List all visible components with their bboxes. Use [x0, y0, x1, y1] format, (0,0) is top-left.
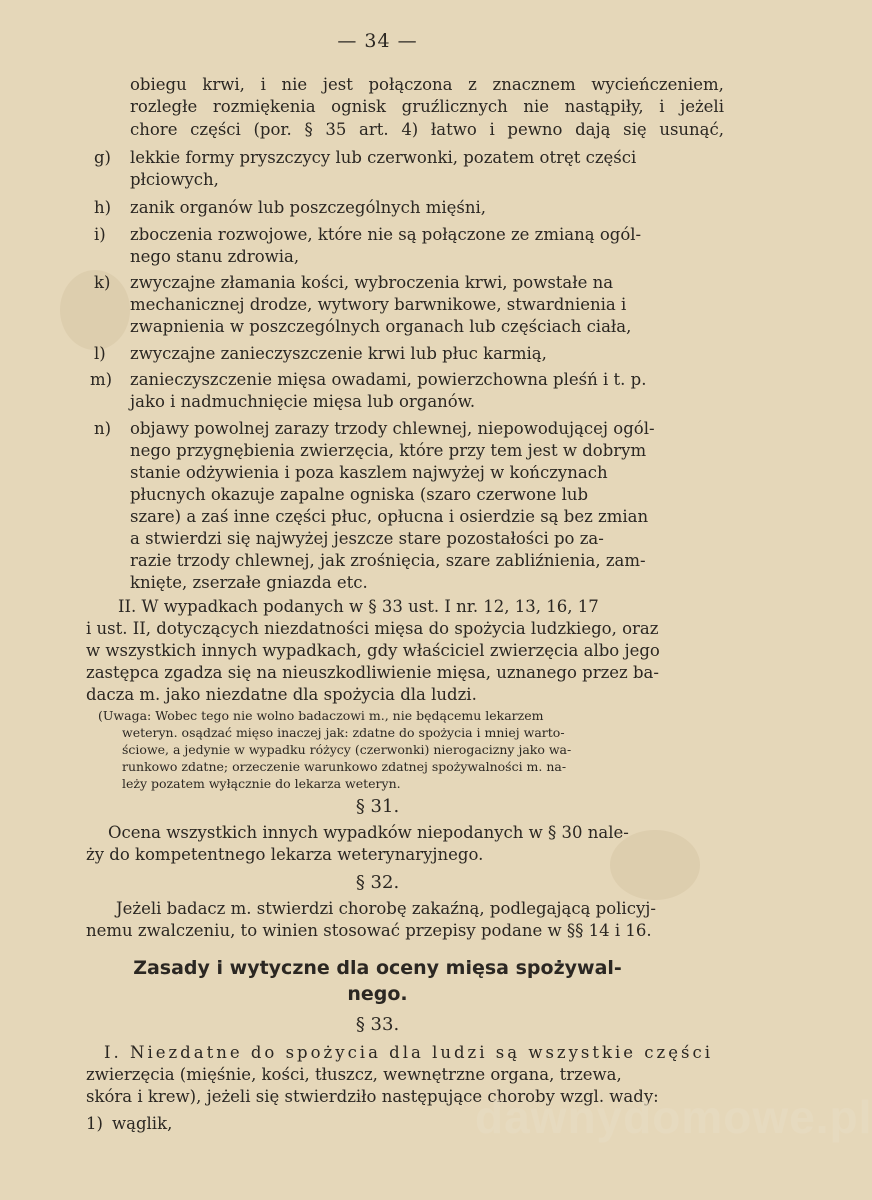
item-line: wąglik, [112, 1114, 173, 1133]
section-number: § 32. [355, 872, 400, 893]
section-number: § 31. [355, 796, 400, 817]
paragraph-text: II. W wypadkach podanych w § 33 ust. I nr. 12, 13, 16, 17 [118, 597, 599, 616]
item-label: 1) [86, 1114, 103, 1133]
item-line: razie trzody chlewnej, jak zrośnięcia, szare zabliźnienia, zam- [130, 551, 646, 570]
item-line: szare) a zaś inne części płuc, opłucna i osierdzie są bez zmian [130, 507, 649, 526]
paragraph-text: i ust. II, dotyczących niezdatności mięsa do spożycia ludzkiego, oraz [86, 619, 659, 638]
section-number: § 33. [355, 1014, 400, 1035]
paragraph-text: zastępca zgadza się na nieuszkodliwienie mięsa, uznanego przez ba- [86, 663, 659, 682]
paragraph-text: nemu zwalczeniu, to winien stosować przepisy podane w §§ 14 i 16. [86, 921, 652, 940]
item-label: h) [94, 198, 112, 217]
item-line: rozległe rozmiękenia ognisk gruźlicznych nie nastąpiły, i jeżeli [130, 97, 724, 116]
item-line: nego stanu zdrowia, [130, 247, 300, 266]
item-line: objawy powolnej zarazy trzody chlewnej, niepowodującej ogól- [130, 419, 655, 438]
paragraph-text: dacza m. jako niezdatne dla spożycia dla ludzi. [86, 685, 477, 704]
item-label: k) [94, 273, 111, 292]
watermark: dawnydomowe.pl [475, 1091, 872, 1143]
paragraph-text: ży do kompetentnego lekarza weterynaryjnego. [86, 845, 484, 864]
note-text: leży pozatem wyłącznie do lekarza weteryn. [122, 776, 401, 791]
item-line: stanie odżywienia i poza kaszlem najwyżej w kończynach [130, 463, 608, 482]
item-label: l) [94, 344, 106, 363]
page-number: — 34 — [337, 30, 418, 52]
item-label: n) [94, 419, 112, 438]
item-label: m) [90, 370, 113, 389]
item-label: g) [94, 148, 111, 167]
item-line: nego przygnębienia zwierzęcia, które przy tem jest w dobrym [130, 441, 647, 460]
item-line: zwyczajne złamania kości, wybroczenia krwi, powstałe na [130, 273, 614, 292]
item-line: a stwierdzi się najwyżej jeszcze stare pozostałości po za- [130, 529, 604, 548]
section-heading: Zasady i wytyczne dla oceny mięsa spożywal- [133, 957, 622, 979]
paragraph-text: Jeżeli badacz m. stwierdzi chorobę zakaźną, podlegającą policyj- [116, 899, 656, 918]
note-text: ściowe, a jedynie w wypadku różycy (czerwonki) nierogacizny jako wa- [122, 742, 572, 757]
note-text: weteryn. osądzać mięso inaczej jak: zdatne do spożycia i mniej warto- [122, 725, 565, 740]
item-line: płciowych, [130, 170, 219, 189]
paragraph-text: I. Niezdatne do spożycia dla ludzi są wszystkie części [104, 1043, 713, 1062]
item-line: lekkie formy pryszczycy lub czerwonki, pozatem otręt części [130, 148, 637, 167]
paragraph-text: zwierzęcia (mięśnie, kości, tłuszcz, wewnętrzne organa, trzewa, [86, 1065, 622, 1084]
paragraph-text: Ocena wszystkich innych wypadków niepodanych w § 30 nale- [108, 823, 629, 842]
note-text: (Uwaga: Wobec tego nie wolno badaczowi m., nie będącemu lekarzem [98, 708, 544, 723]
note-text: runkowo zdatne; orzeczenie warunkowo zdatnej spożywalności m. na- [122, 759, 567, 774]
item-line: jako i nadmuchnięcie mięsa lub organów. [130, 392, 476, 411]
item-line: knięte, zserzałe gniazda etc. [130, 573, 368, 592]
item-line: zwapnienia w poszczególnych organach lub częściach ciała, [130, 317, 632, 336]
section-heading: nego. [347, 983, 408, 1005]
item-line: zanieczyszczenie mięsa owadami, powierzchowna pleśń i t. p. [130, 370, 647, 389]
item-line: obiegu krwi, i nie jest połączona z znacznem wycieńczeniem, [130, 75, 724, 94]
paragraph-text: skóra i krew), jeżeli się stwierdziło następujące choroby wzgl. wady: [86, 1087, 659, 1106]
item-line: zanik organów lub poszczególnych mięśni, [130, 198, 487, 217]
item-line: płucnych okazuje zapalne ogniska (szaro czerwone lub [130, 485, 589, 504]
paragraph-text: w wszystkich innych wypadkach, gdy właściciel zwierzęcia albo jego [86, 641, 660, 660]
item-line: chore części (por. § 35 art. 4) łatwo i pewno dają się usunąć, [130, 120, 724, 139]
item-line: zboczenia rozwojowe, które nie są połączone ze zmianą ogól- [130, 225, 642, 244]
item-label: i) [94, 225, 106, 244]
item-line: zwyczajne zanieczyszczenie krwi lub płuc karmią, [130, 344, 547, 363]
item-line: mechanicznej drodze, wytwory barwnikowe, stwardnienia i [130, 295, 627, 314]
